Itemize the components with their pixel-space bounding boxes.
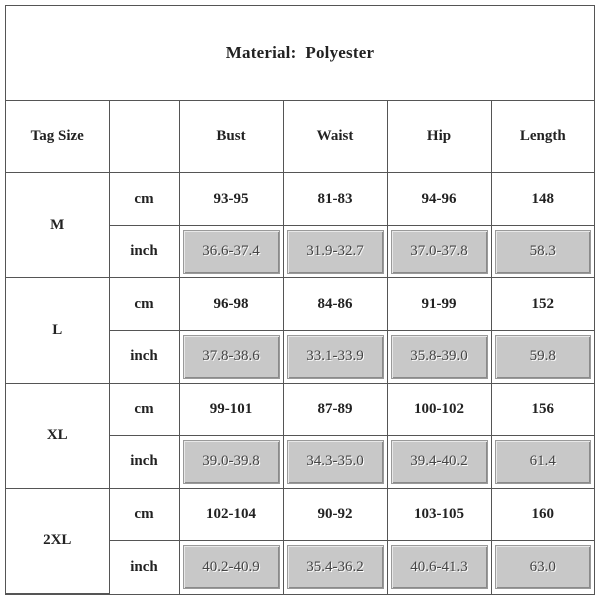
header-row	[6, 101, 594, 173]
cell-bust-cm: 102-104	[179, 488, 283, 541]
cell-length-inch: 58.3	[491, 225, 594, 278]
unit-inch: inch	[109, 436, 179, 489]
header-waist: Waist	[283, 101, 387, 173]
cell-hip-inch: 39.4-40.2	[387, 436, 491, 489]
unit-inch: inch	[109, 541, 179, 594]
table-row	[6, 488, 594, 541]
cell-hip-cm: 91-99	[387, 278, 491, 331]
material-value: Polyester	[305, 43, 375, 62]
cell-waist-inch: 35.4-36.2	[283, 541, 387, 594]
cell-waist-inch: 33.1-33.9	[283, 331, 387, 384]
unit-cm: cm	[109, 278, 179, 331]
header-bust: Bust	[179, 101, 283, 173]
cell-bust-inch: 37.8-38.6	[179, 331, 283, 384]
header-length: Length	[491, 101, 594, 173]
cell-waist-cm: 81-83	[283, 173, 387, 226]
table-row	[6, 278, 594, 331]
unit-cm: cm	[109, 488, 179, 541]
cell-hip-inch: 40.6-41.3	[387, 541, 491, 594]
cell-length-inch: 61.4	[491, 436, 594, 489]
cell-hip-cm: 100-102	[387, 383, 491, 436]
size-label: XL	[6, 383, 109, 488]
cell-length-inch: 59.8	[491, 331, 594, 384]
cell-waist-cm: 90-92	[283, 488, 387, 541]
cell-length-cm: 148	[491, 173, 594, 226]
table-row	[6, 173, 594, 226]
cell-hip-inch: 35.8-39.0	[387, 331, 491, 384]
cell-hip-cm: 103-105	[387, 488, 491, 541]
cell-hip-cm: 94-96	[387, 173, 491, 226]
cell-bust-inch: 40.2-40.9	[179, 541, 283, 594]
cell-bust-cm: 99-101	[179, 383, 283, 436]
cell-waist-inch: 34.3-35.0	[283, 436, 387, 489]
header-hip: Hip	[387, 101, 491, 173]
cell-length-cm: 156	[491, 383, 594, 436]
size-table	[6, 101, 594, 594]
unit-cm: cm	[109, 383, 179, 436]
unit-cm: cm	[109, 173, 179, 226]
cell-bust-cm: 96-98	[179, 278, 283, 331]
unit-inch: inch	[109, 225, 179, 278]
header-tag-size: Tag Size	[6, 101, 109, 173]
size-label: L	[6, 278, 109, 383]
cell-length-inch: 63.0	[491, 541, 594, 594]
cell-hip-inch: 37.0-37.8	[387, 225, 491, 278]
size-chart	[5, 5, 595, 595]
unit-inch: inch	[109, 331, 179, 384]
cell-waist-cm: 87-89	[283, 383, 387, 436]
cell-waist-inch: 31.9-32.7	[283, 225, 387, 278]
cell-length-cm: 152	[491, 278, 594, 331]
cell-bust-inch: 39.0-39.8	[179, 436, 283, 489]
cell-bust-inch: 36.6-37.4	[179, 225, 283, 278]
table-row	[6, 383, 594, 436]
cell-bust-cm: 93-95	[179, 173, 283, 226]
material-label: Material:	[225, 43, 297, 62]
cell-length-cm: 160	[491, 488, 594, 541]
cell-waist-cm: 84-86	[283, 278, 387, 331]
material-title	[6, 6, 594, 101]
size-label: M	[6, 173, 109, 278]
header-unit	[109, 101, 179, 173]
size-label: 2XL	[6, 488, 109, 593]
